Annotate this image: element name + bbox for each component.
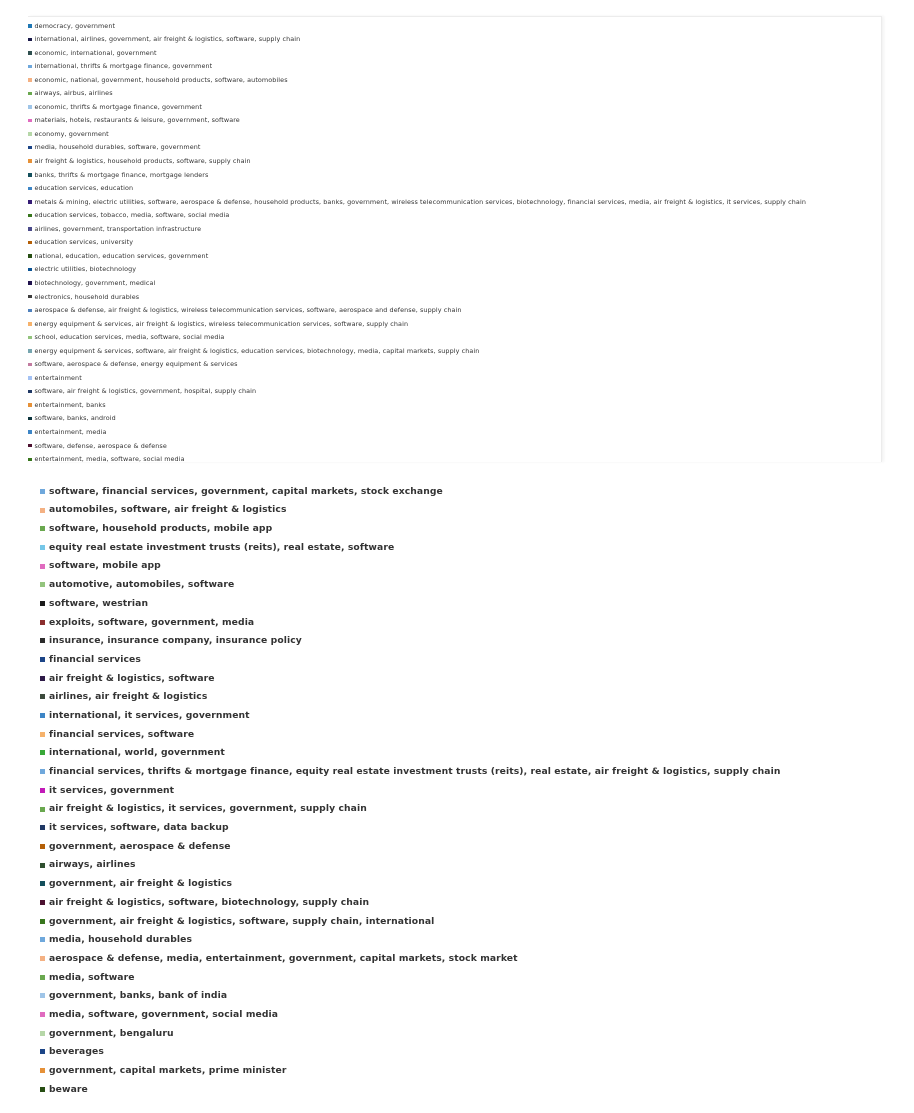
legend-swatch <box>28 241 32 245</box>
legend-swatch <box>40 956 45 961</box>
legend-label: software, financial services, government, capital markets, stock exchange <box>49 485 443 497</box>
legend-entry <box>28 331 881 345</box>
legend-swatch <box>40 863 45 868</box>
legend-entry <box>40 874 900 893</box>
legend-swatch <box>28 336 32 340</box>
legend-entry <box>40 613 900 632</box>
legend-entry <box>40 669 900 688</box>
legend-label: electric utilities, biotechnology <box>34 265 137 274</box>
legend-swatch <box>40 1068 45 1073</box>
legend-label: biotechnology, government, medical <box>34 278 156 287</box>
legend-entry <box>40 856 900 875</box>
legend-swatch <box>40 1031 45 1036</box>
legend-label: government, air freight & logistics <box>49 878 233 890</box>
legend-entry <box>40 800 900 819</box>
legend-entry <box>28 209 881 223</box>
legend-label: it services, government <box>49 784 175 796</box>
legend-entry <box>28 398 881 412</box>
legend-label: airlines, air freight & logistics <box>49 691 208 703</box>
legend-label: education services, tobacco, media, software, social media <box>34 211 230 220</box>
legend-entry <box>28 439 881 453</box>
legend-swatch <box>40 844 45 849</box>
legend-entry <box>28 168 881 182</box>
legend-label: entertainment, media <box>34 427 107 436</box>
legend-swatch <box>28 78 32 82</box>
legend-swatch <box>40 788 45 793</box>
legend-swatch <box>28 430 32 434</box>
legend-entry <box>40 482 900 501</box>
legend-entry <box>28 182 881 196</box>
legend-entry <box>28 60 881 74</box>
legend-label: education services, university <box>34 238 134 247</box>
legend-swatch <box>28 227 32 231</box>
legend-label: democracy, government <box>34 21 116 30</box>
legend-label: media, household durables, software, government <box>34 143 201 152</box>
legend-entry <box>40 1080 900 1099</box>
legend-label: government, aerospace & defense <box>49 840 231 852</box>
legend-entry <box>40 725 900 744</box>
legend-entry <box>28 453 881 467</box>
legend-entry <box>28 127 881 141</box>
legend-label: government, banks, bank of india <box>49 990 228 1002</box>
legend-entry <box>40 893 900 912</box>
legend-entry <box>28 425 881 439</box>
legend-swatch <box>28 200 32 204</box>
legend-label: software, westrian <box>49 597 149 609</box>
legend-entry <box>40 594 900 613</box>
legend-label: school, education services, media, software, social media <box>34 333 225 342</box>
legend-swatch <box>28 322 32 326</box>
legend-swatch <box>28 444 32 448</box>
legend-entry <box>40 538 900 557</box>
legend-swatch <box>40 676 45 681</box>
legend-entry <box>40 650 900 669</box>
legend-label: materials, hotels, restaurants & leisure, government, software <box>34 116 240 125</box>
legend-label: airways, airlines <box>49 859 136 871</box>
legend-label: beware <box>49 1083 88 1095</box>
legend-entry <box>40 837 900 856</box>
legend-entry <box>28 371 881 385</box>
legend-entry <box>40 575 900 594</box>
legend-entry <box>40 501 900 520</box>
legend-entry <box>28 19 881 33</box>
legend-swatch <box>40 881 45 886</box>
legend-swatch <box>40 750 45 755</box>
legend-label: banks, thrifts & mortgage finance, mortgage lenders <box>34 170 209 179</box>
legend-swatch <box>28 38 32 42</box>
legend-swatch <box>28 254 32 258</box>
legend-entry <box>28 222 881 236</box>
legend-entry <box>40 1024 900 1043</box>
legend-entry <box>28 236 881 250</box>
legend-swatch <box>40 937 45 942</box>
legend-swatch <box>40 489 45 494</box>
legend-label: media, software, government, social media <box>49 1008 279 1020</box>
legend-entry <box>40 912 900 931</box>
legend-swatch <box>40 900 45 905</box>
legend-swatch <box>40 713 45 718</box>
legend-label: international, world, government <box>49 747 225 759</box>
legend-label: equity real estate investment trusts (reits), real estate, software <box>49 541 395 553</box>
legend-entry <box>28 100 881 114</box>
legend-entry <box>28 46 881 60</box>
legend-label: air freight & logistics, it services, government, supply chain <box>49 803 367 815</box>
legend-swatch <box>40 657 45 662</box>
legend-label: software, aerospace & defense, energy equipment & services <box>34 360 238 369</box>
legend-entry <box>28 73 881 87</box>
legend-label: energy equipment & services, air freight & logistics, wireless telecommunication services, software, supply chain <box>34 319 409 328</box>
legend-label: software, mobile app <box>49 560 161 572</box>
legend-swatch <box>40 769 45 774</box>
legend-label: energy equipment & services, software, air freight & logistics, education services, biotechnology, media, capital markets, supply chain <box>34 346 480 355</box>
legend-label: electronics, household durables <box>34 292 140 301</box>
legend-label: insurance, insurance company, insurance policy <box>49 635 302 647</box>
legend-label: entertainment, media, software, social media <box>34 455 185 464</box>
legend-swatch <box>28 146 32 150</box>
legend-label: government, capital markets, prime minister <box>49 1065 287 1077</box>
legend-entry <box>40 762 900 781</box>
legend-swatch <box>28 376 32 380</box>
legend-entry <box>28 290 881 304</box>
legend-label: government, bengaluru <box>49 1027 174 1039</box>
legend-swatch <box>40 582 45 587</box>
legend-swatch <box>28 363 32 367</box>
legend-entry <box>28 87 881 101</box>
legend-label: media, household durables <box>49 934 193 946</box>
legend-swatch <box>28 349 32 353</box>
legend-entry <box>28 303 881 317</box>
legend-label: it services, software, data backup <box>49 822 229 834</box>
legend-label: air freight & logistics, software, biotechnology, supply chain <box>49 896 370 908</box>
legend-swatch <box>28 173 32 177</box>
legend-panel-top <box>28 16 882 462</box>
legend-label: air freight & logistics, software <box>49 672 215 684</box>
legend-swatch <box>28 417 32 421</box>
legend-entry <box>28 276 881 290</box>
legend-label: aerospace & defense, media, entertainment, government, capital markets, stock market <box>49 952 518 964</box>
legend-swatch <box>28 403 32 407</box>
legend-entry <box>40 557 900 576</box>
legend-label: financial services <box>49 653 141 665</box>
legend-swatch <box>28 119 32 123</box>
legend-label: international, thrifts & mortgage finance, government <box>34 62 213 71</box>
legend-swatch <box>28 132 32 136</box>
legend-entry <box>40 987 900 1006</box>
legend-entry <box>40 706 900 725</box>
legend-swatch <box>40 620 45 625</box>
legend-label: automobiles, software, air freight & logistics <box>49 504 287 516</box>
legend-label: media, software <box>49 971 135 983</box>
legend-swatch <box>40 694 45 699</box>
legend-entry <box>40 688 900 707</box>
legend-swatch <box>40 526 45 531</box>
legend-label: metals & mining, electric utilities, software, aerospace & defense, household products, banks, government, wireless telecommunication services, biotechnology, financial services, media, air freight & logistics, it services, supply chain <box>34 197 806 206</box>
legend-swatch <box>28 268 32 272</box>
legend-label: international, it services, government <box>49 709 250 721</box>
legend-entry <box>28 33 881 47</box>
legend-swatch <box>40 638 45 643</box>
legend-entry <box>28 385 881 399</box>
legend-swatch <box>28 105 32 109</box>
legend-swatch <box>28 159 32 163</box>
legend-swatch <box>28 281 32 285</box>
legend-swatch <box>40 508 45 513</box>
legend-label: airways, airbus, airlines <box>34 89 113 98</box>
legend-label: software, air freight & logistics, government, hospital, supply chain <box>34 387 257 396</box>
legend-label: software, household products, mobile app <box>49 523 273 535</box>
legend-swatch <box>40 975 45 980</box>
legend-entry <box>40 744 900 763</box>
legend-entry <box>40 968 900 987</box>
legend-entry <box>28 344 881 358</box>
legend-entry <box>28 195 881 209</box>
legend-entry <box>40 931 900 950</box>
legend-label: aerospace & defense, air freight & logistics, wireless telecommunication services, software, aerospace and defense, supply chain <box>34 306 462 315</box>
legend-label: financial services, software <box>49 728 195 740</box>
legend-entry <box>28 114 881 128</box>
legend-label: government, air freight & logistics, software, supply chain, international <box>49 915 435 927</box>
legend-label: beverages <box>49 1046 104 1058</box>
legend-swatch <box>40 1012 45 1017</box>
legend-entry <box>40 1061 900 1080</box>
legend-swatch <box>40 807 45 812</box>
legend-label: air freight & logistics, household products, software, supply chain <box>34 157 251 166</box>
legend-entry <box>40 781 900 800</box>
legend-swatch <box>28 51 32 55</box>
legend-label: economy, government <box>34 129 109 138</box>
legend-label: exploits, software, government, media <box>49 616 255 628</box>
legend-entry <box>28 358 881 372</box>
legend-swatch <box>28 92 32 96</box>
legend-label: entertainment, banks <box>34 400 106 409</box>
legend-entry <box>28 141 881 155</box>
legend-swatch <box>40 919 45 924</box>
legend-swatch <box>40 1087 45 1092</box>
legend-swatch <box>40 545 45 550</box>
legend-entry <box>40 1043 900 1062</box>
legend-swatch <box>40 564 45 569</box>
legend-label: financial services, thrifts & mortgage finance, equity real estate investment trusts (reits), real estate, air freight & logistics, supply chain <box>49 766 781 778</box>
legend-swatch <box>28 65 32 69</box>
legend-entry <box>28 249 881 263</box>
legend-label: airlines, government, transportation infrastructure <box>34 224 202 233</box>
legend-label: economic, thrifts & mortgage finance, government <box>34 102 202 111</box>
legend-entry <box>40 519 900 538</box>
legend-label: national, education, education services, government <box>34 251 209 260</box>
legend-swatch <box>28 214 32 218</box>
legend-entry <box>40 818 900 837</box>
legend-swatch <box>40 732 45 737</box>
legend-swatch <box>40 601 45 606</box>
legend-entry <box>28 263 881 277</box>
legend-entry <box>28 412 881 426</box>
legend-label: entertainment <box>34 373 82 382</box>
legend-swatch <box>28 390 32 394</box>
legend-swatch <box>28 309 32 313</box>
legend-entry <box>28 154 881 168</box>
legend-entry <box>40 1005 900 1024</box>
legend-label: automotive, automobiles, software <box>49 579 235 591</box>
legend-entry <box>28 317 881 331</box>
legend-label: economic, national, government, household products, software, automobiles <box>34 75 288 84</box>
legend-label: software, banks, android <box>34 414 116 423</box>
legend-swatch <box>28 187 32 191</box>
legend-swatch <box>40 993 45 998</box>
legend-label: economic, international, government <box>34 48 157 57</box>
legend-swatch <box>40 1049 45 1054</box>
legend-label: education services, education <box>34 184 134 193</box>
legend-swatch <box>28 24 32 28</box>
legend-label: international, airlines, government, air freight & logistics, software, supply chain <box>34 35 301 44</box>
legend-swatch <box>28 295 32 299</box>
legend-entry <box>40 949 900 968</box>
legend-panel-bottom <box>40 482 900 1099</box>
legend-swatch <box>28 458 32 462</box>
legend-label: software, defense, aerospace & defense <box>34 441 167 450</box>
legend-entry <box>40 632 900 651</box>
legend-swatch <box>40 825 45 830</box>
